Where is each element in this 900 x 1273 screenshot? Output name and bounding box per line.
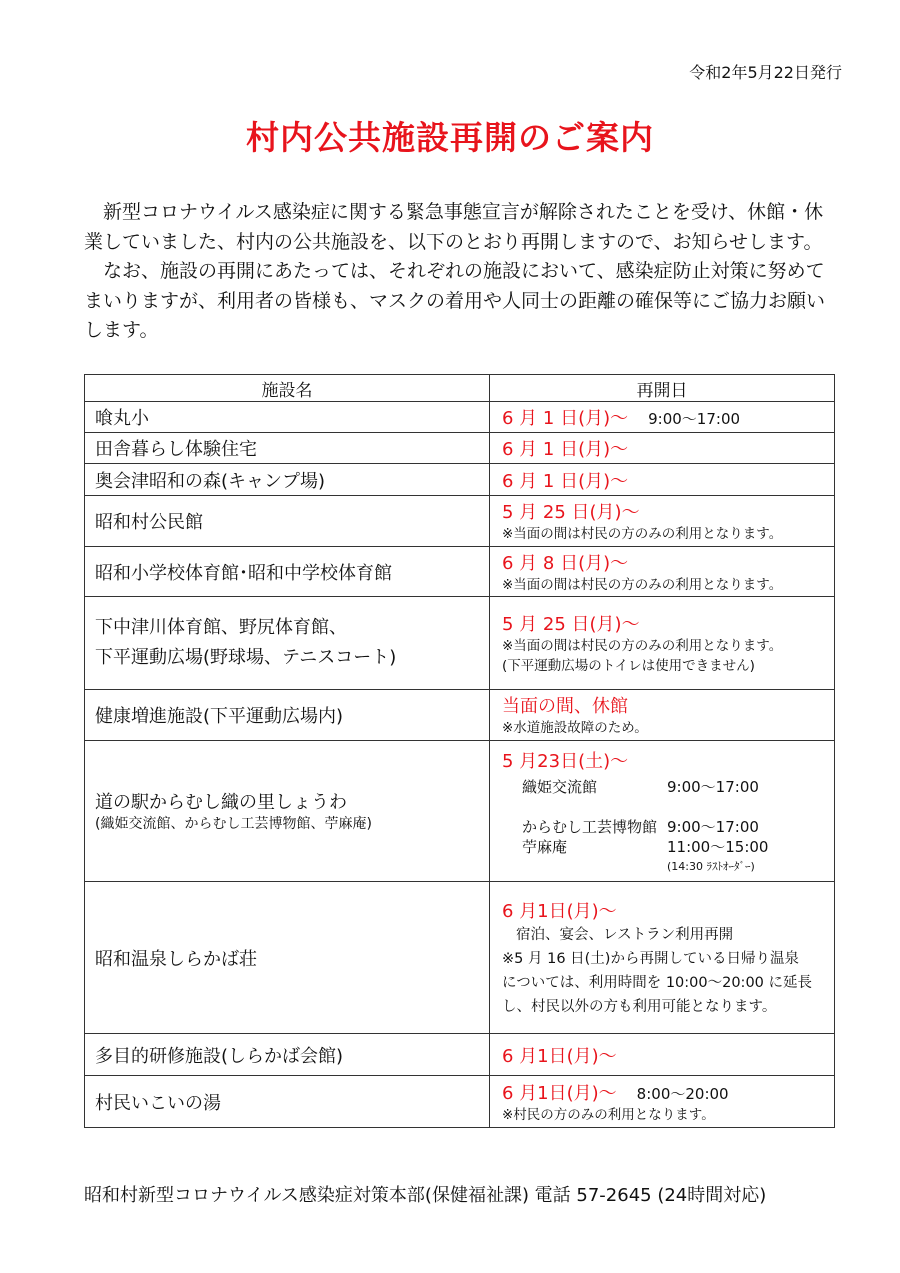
contact-footer: 昭和村新型コロナウイルス感染症対策本部(保健福祉課) 電話 57-2645 (24時間対応) [84, 1185, 767, 1206]
intro-text [84, 198, 836, 346]
reopen-date: 6 月1日(月)～ [502, 900, 617, 922]
last-order-note: (14:30 ﾗｽﾄｵｰﾀﾞｰ) [667, 860, 755, 873]
usage-note: ※村民の方のみの利用となります。 [502, 1106, 715, 1123]
facility-name: 健康増進施設(下平運動広場内) [85, 690, 490, 741]
sub-facility-name: 苧麻庵 [522, 838, 568, 856]
usage-note: ※当面の間は村民の方のみの利用となります。 [502, 576, 783, 593]
facility-name: 奥会津昭和の森(キャンプ場) [85, 464, 490, 496]
sub-facility-name: 織姫交流館 [522, 778, 598, 796]
facility-name: 村民いこいの湯 [85, 1076, 490, 1128]
page-title: 村内公共施設再開のご案内 [246, 118, 654, 157]
header-facility-name: 施設名 [85, 375, 490, 402]
table-row [85, 547, 835, 597]
facility-subnames: (織姫交流館、からむし工芸博物館、苧麻庵) [95, 816, 372, 832]
table-row [85, 464, 835, 496]
intro-paragraph-2: なお、施設の再開にあたっては、それぞれの施設において、感染症防止対策に努めてまいりますが、利用者の皆様も、マスクの着用や人同士の距離の確保等にご協力お願いします。 [84, 260, 826, 341]
issue-date: 令和2年5月22日発行 [689, 63, 842, 82]
reopen-date-cell [490, 547, 835, 597]
facility-name: 昭和村公民館 [85, 496, 490, 547]
reopen-date: 6 月 1 日(月)～ [502, 408, 629, 429]
reopen-date: 6 月1日(月)～ [502, 1045, 617, 1067]
reopen-date-cell [490, 1034, 835, 1076]
table-row [85, 433, 835, 464]
facility-name: 多目的研修施設(しらかば会館) [85, 1034, 490, 1076]
facility-name: 昭和温泉しらかば荘 [85, 882, 490, 1034]
usage-note: ※当面の間は村民の方のみの利用となります。 [502, 526, 783, 542]
opening-hours: 8:00～20:00 [636, 1084, 729, 1103]
facility-hours-row [522, 777, 824, 797]
reopen-date-cell [490, 433, 835, 464]
reopen-date-cell [490, 496, 835, 547]
sub-facility-hours: 9:00～17:00 [667, 818, 759, 836]
table-header-row [85, 375, 835, 402]
reopen-date-cell [490, 741, 835, 882]
facility-name: 喰丸小 [85, 402, 490, 433]
hot-spring-note-3: し、村民以外の方も利用可能となります。 [502, 998, 777, 1015]
sub-facility-hours: 11:00～15:00 [667, 838, 769, 856]
reopen-date-cell [490, 690, 835, 741]
reopen-date: 5 月 25 日(月)～ [502, 614, 640, 635]
reopen-date: 6 月 1 日(月)～ [502, 470, 629, 492]
facility-name: 田舎暮らし体験住宅 [85, 433, 490, 464]
table-row [85, 882, 835, 1034]
reopen-date: 6 月1日(月)～ [502, 1082, 617, 1104]
hot-spring-note-1: ※5 月 16 日(土)から再開している日帰り温泉 [502, 950, 799, 967]
table-row [85, 597, 835, 690]
sub-facility-hours: 9:00～17:00 [667, 778, 759, 796]
usage-note: ※水道施設故障のため。 [502, 720, 648, 736]
header-reopen-date: 再開日 [490, 375, 835, 402]
usage-note: ※当面の間は村民の方のみの利用となります。 [502, 638, 783, 654]
facility-table-wrap [84, 374, 834, 1128]
reopen-date: 5 月23日(土)～ [502, 751, 629, 772]
facility-hours-row [522, 817, 824, 837]
facility-hours-row [522, 837, 824, 857]
facility-name-line-1: 下中津川体育館、野尻体育館、 [95, 617, 347, 638]
reopen-date-cell [490, 1076, 835, 1128]
facility-hours-list [502, 777, 824, 877]
reopen-date: 6 月 1 日(月)～ [502, 439, 629, 460]
service-line: 宿泊、宴会、レストラン利用再開 [516, 926, 734, 943]
usage-note-2: (下平運動広場のトイレは使用できません) [502, 658, 755, 674]
facility-name-cell [85, 741, 490, 882]
reopen-date: 6 月 8 日(月)～ [502, 552, 629, 574]
table-row [85, 690, 835, 741]
table-row [85, 741, 835, 882]
table-row [85, 496, 835, 547]
intro-paragraph-1: 新型コロナウイルス感染症に関する緊急事態宣言が解除されたことを受け、休館・休業していました、村内の公共施設を、以下のとおり再開しますので、お知らせします。 [84, 201, 824, 253]
facility-name [85, 597, 490, 690]
facility-name: 昭和小学校体育館･昭和中学校体育館 [85, 547, 490, 597]
reopen-date-cell [490, 402, 835, 433]
opening-hours: 9:00～17:00 [648, 410, 741, 428]
reopen-date-cell [490, 464, 835, 496]
facility-table [84, 374, 835, 1128]
table-row [85, 1076, 835, 1128]
reopen-date-cell [490, 882, 835, 1034]
facility-name: 道の駅からむし織の里しょうわ [95, 792, 347, 813]
table-row [85, 402, 835, 433]
hot-spring-note-2: については、利用時間を 10:00～20:00 に延長 [502, 974, 813, 991]
reopen-date: 当面の間、休館 [502, 696, 628, 717]
reopen-date-cell [490, 597, 835, 690]
sub-facility-name: からむし工芸博物館 [522, 818, 658, 836]
facility-name-line-2: 下平運動広場(野球場、テニスコート) [95, 647, 397, 668]
table-row [85, 1034, 835, 1076]
reopen-date: 5 月 25 日(月)～ [502, 502, 640, 523]
